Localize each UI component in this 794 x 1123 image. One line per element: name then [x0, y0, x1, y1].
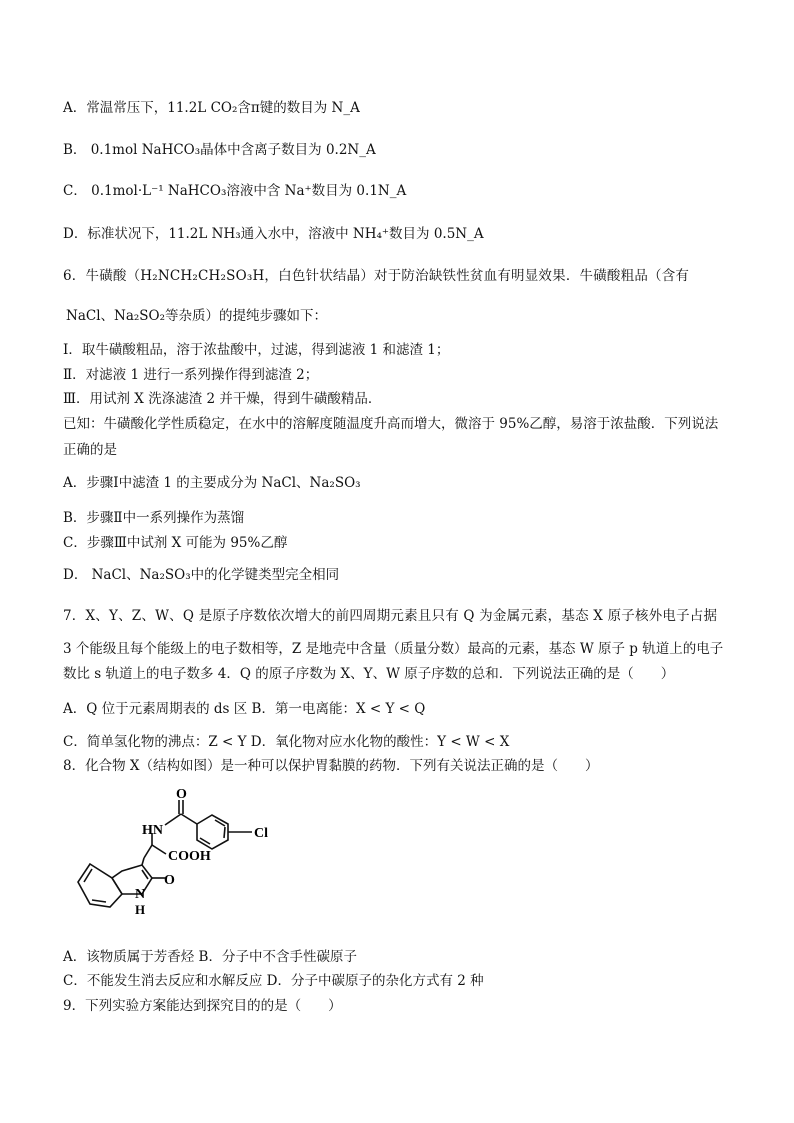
- q6-option-a: A．步骤Ⅰ中滤渣 1 的主要成分为 NaCl、Na₂SO₃: [63, 475, 361, 491]
- q7-options-ab: A．Q 位于元素周期表的 ds 区 B．第一电离能：X < Y < Q: [63, 701, 426, 717]
- q6-option-d: D． NaCl、Na₂SO₃中的化学键类型完全相同: [63, 567, 340, 583]
- q6-step-1: Ⅰ．取牛磺酸粗品，溶于浓盐酸中，过滤，得到滤液 1 和滤渣 1；: [63, 342, 450, 358]
- structure-label-ring-o: O: [164, 873, 175, 888]
- structure-label-n: N: [135, 887, 146, 902]
- q6-step-2: Ⅱ．对滤液 1 进行一系列操作得到滤渣 2；: [63, 367, 319, 383]
- structure-label-carbonyl-o: O: [176, 787, 187, 802]
- q6-known-line1: 已知：牛磺酸化学性质稳定，在水中的溶解度随温度升高而增大，微溶于 95%乙醇，易溶于浓盐酸．下列说法: [63, 416, 719, 432]
- structure-label-cl: Cl: [254, 826, 268, 841]
- q7-stem-line1: 7．X、Y、Z、W、Q 是原子序数依次增大的前四周期元素且只有 Q 为金属元素，基态 X 原子核外电子占据: [63, 608, 718, 624]
- q9-stem: 9．下列实验方案能达到探究目的的是（ ）: [63, 998, 342, 1014]
- q6-step-3: Ⅲ．用试剂 X 洗涤滤渣 2 并干燥，得到牛磺酸精品．: [63, 391, 382, 407]
- q7-options-cd: C．简单氢化物的沸点：Z < Y D．氧化物对应水化物的酸性：Y < W < X: [63, 734, 510, 750]
- q6-stem-line1: 6．牛磺酸（H₂NCH₂CH₂SO₃H，白色针状结晶）对于防治缺铁性贫血有明显效果．牛磺酸粗品（含有: [63, 268, 690, 284]
- q8-options-ab: A．该物质属于芳香烃 B．分子中不含手性碳原子: [63, 949, 357, 965]
- q5-option-c: C． 0.1mol·L⁻¹ NaHCO₃溶液中含 Na⁺数目为 0.1N_A: [63, 183, 407, 199]
- structure-label-nh: HN: [142, 823, 163, 838]
- structure-label-h: H: [135, 902, 146, 917]
- q6-known-line2: 正确的是: [63, 442, 117, 458]
- structure-bonds: [78, 800, 252, 907]
- q6-option-b: B．步骤Ⅱ中一系列操作为蒸馏: [63, 510, 245, 526]
- q7-stem-line2: 3 个能级且每个能级上的电子数相等，Z 是地壳中含量（质量分数）最高的元素，基态 W 原子 p 轨道上的电子: [63, 641, 724, 657]
- chemical-structure-figure: [70, 782, 300, 940]
- q5-option-d: D．标准状况下，11.2L NH₃通入水中，溶液中 NH₄⁺数目为 0.5N_A: [63, 226, 484, 242]
- q6-option-c: C．步骤Ⅲ中试剂 X 可能为 95%乙醇: [63, 535, 288, 551]
- q7-stem-line3: 数比 s 轨道上的电子数多 4．Q 的原子序数为 X、Y、W 原子序数的总和．下列说法正确的是（ ）: [63, 666, 675, 682]
- q5-option-b: B． 0.1mol NaHCO₃晶体中含离子数目为 0.2N_A: [63, 142, 376, 158]
- q8-stem: 8．化合物 X（结构如图）是一种可以保护胃黏膜的药物．下列有关说法正确的是（ ）: [63, 758, 599, 774]
- structure-label-cooh: COOH: [168, 849, 211, 864]
- q6-stem-line2: NaCl、Na₂SO₂等杂质）的提纯步骤如下：: [66, 308, 328, 324]
- q8-options-cd: C．不能发生消去反应和水解反应 D．分子中碳原子的杂化方式有 2 种: [63, 973, 484, 989]
- q5-option-a: A．常温常压下，11.2L CO₂含π键的数目为 N_A: [63, 100, 360, 116]
